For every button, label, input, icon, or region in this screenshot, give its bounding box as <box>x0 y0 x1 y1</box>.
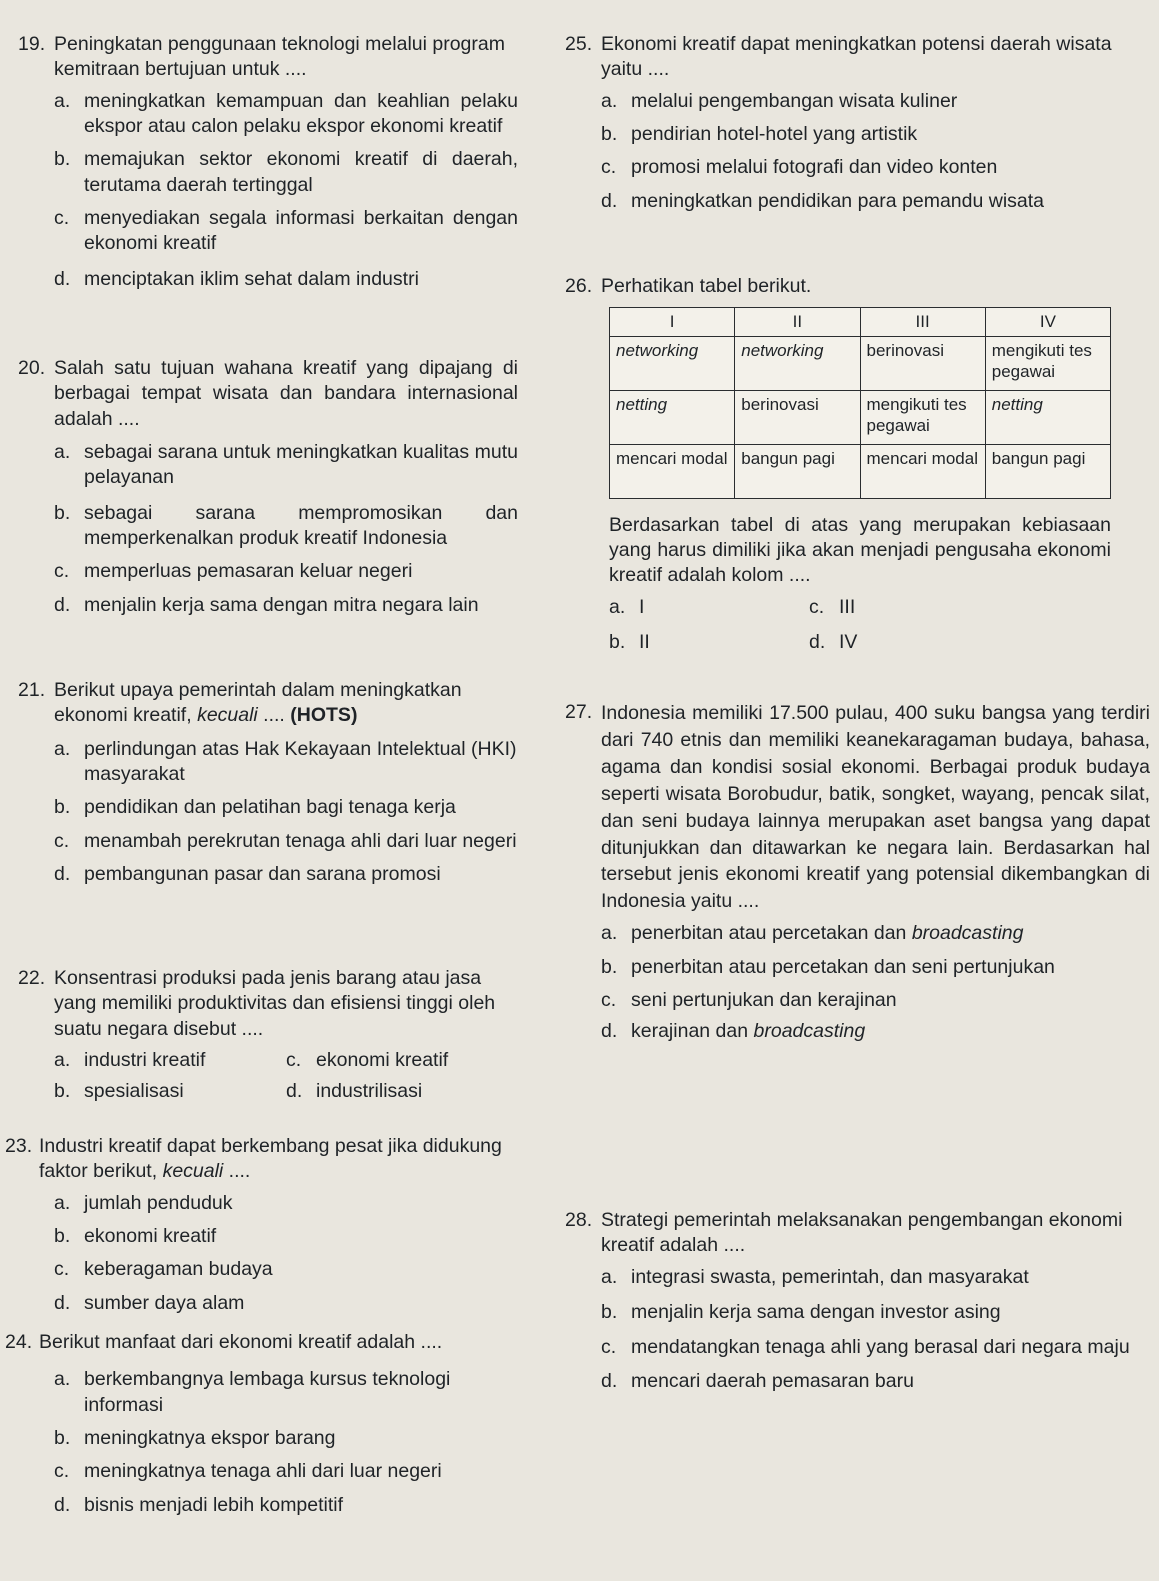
column-header-i: I <box>610 308 735 336</box>
option-b: b. menjalin kerja sama dengan investor asing <box>601 1301 1001 1324</box>
question-23 <box>5 1134 518 1316</box>
question-25 <box>565 32 1150 214</box>
option-c: c. seni pertunjukan dan kerajinan <box>601 988 897 1011</box>
option-d: d. industrilisasi <box>286 1080 423 1103</box>
table-cell: mencari modal <box>610 444 735 498</box>
option-b: b. ekonomi kreatif <box>54 1225 217 1248</box>
question-text: Salah satu tujuan wahana kreatif yang dipajang di berbagai tempat wisata dan bandara internasional adalah .... <box>54 357 518 430</box>
question-text: Konsentrasi produksi pada jenis barang atau jasa yang memiliki produktivitas dan efisiensi tinggi oleh suatu negara disebut .... <box>54 967 496 1040</box>
option-b: b. penerbitan atau percetakan dan seni pertunjukan <box>601 955 1055 978</box>
option-c: c. menyediakan segala informasi berkaitan dengan ekonomi kreatif <box>54 207 518 255</box>
question-text: Perhatikan tabel berikut. <box>601 275 812 297</box>
option-a: a. perlindungan atas Hak Kekayaan Intelektual (HKI) masyarakat <box>54 737 517 786</box>
question-number: 25. <box>565 33 593 55</box>
option-b: b. memajukan sektor ekonomi kreatif di daerah, terutama daerah tertinggal <box>54 148 518 196</box>
question-number: 22. <box>18 967 46 989</box>
question-number: 26. <box>565 275 593 297</box>
question-text: Ekonomi kreatif dapat meningkatkan potensi daerah wisata yaitu .... <box>601 33 1112 81</box>
column-header-iii: III <box>860 308 985 336</box>
question-21 <box>18 678 518 887</box>
question-text: Indonesia memiliki 17.500 pulau, 400 suku bangsa yang terdiri dari 740 etnis dan memiliki keanekaragaman budaya, bahasa, agama dan kondisi sosial ekonomi. Berbagai produk budaya seperti wisata Borobudur, batik, songket, wayang, pencak silat, dan seni budaya lainnya merupakan aset bangsa yang dapat ditunjukkan dan ditawarkan ke negara lain. Berdasarkan hal tersebut jenis ekonomi kreatif yang potensial dikembangkan di Indonesia yaitu .... <box>601 702 1150 913</box>
option-a: a. industri kreatif <box>54 1049 206 1072</box>
table-row <box>610 336 1111 390</box>
option-c: c. ekonomi kreatif <box>286 1049 449 1072</box>
option-a: a. I <box>609 595 645 618</box>
question-28 <box>565 1208 1150 1394</box>
option-b: b. sebagai sarana mempromosikan dan memperkenalkan produk kreatif Indonesia <box>54 501 518 550</box>
option-c: c. mendatangkan tenaga ahli yang berasal dari negara maju <box>601 1336 1130 1359</box>
option-d: d. sumber daya alam <box>54 1291 245 1314</box>
option-c: c. meningkatnya tenaga ahli dari luar negeri <box>54 1460 442 1483</box>
option-d: d. meningkatkan pendidikan para pemandu wisata <box>601 189 1045 212</box>
table-cell: berinovasi <box>860 336 985 390</box>
question-text: Strategi pemerintah melaksanakan pengembangan ekonomi kreatif adalah .... <box>601 1209 1123 1257</box>
table-cell: berinovasi <box>735 390 860 444</box>
question-number: 21. <box>18 679 46 701</box>
question-number: 19. <box>18 33 46 55</box>
table-cell: bangun pagi <box>735 444 860 498</box>
table-cell: netting <box>610 390 735 444</box>
option-c: c. III <box>809 595 856 618</box>
question-27 <box>565 700 1150 1045</box>
table-cell: mengikuti tes pegawai <box>860 390 985 444</box>
table-cell: mencari modal <box>860 444 985 498</box>
question-text: Berikut upaya pemerintah dalam meningkatkan ekonomi kreatif, kecuali .... (HOTS) <box>54 679 462 727</box>
habits-table <box>609 307 1111 498</box>
option-a: a. penerbitan atau percetakan dan broadcasting <box>601 922 1024 945</box>
option-b: b. meningkatnya ekspor barang <box>54 1427 336 1450</box>
question-24 <box>5 1330 518 1518</box>
option-d: d. kerajinan dan broadcasting <box>601 1020 866 1043</box>
question-19 <box>18 32 518 292</box>
option-c: c. keberagaman budaya <box>54 1258 273 1281</box>
option-b: b. pendirian hotel-hotel yang artistik <box>601 123 918 146</box>
question-22 <box>18 966 518 1105</box>
option-c: c. menambah perekrutan tenaga ahli dari luar negeri <box>54 829 517 852</box>
option-a: a. integrasi swasta, pemerintah, dan masyarakat <box>601 1265 1029 1288</box>
option-b: b. spesialisasi <box>54 1080 184 1103</box>
question-text: Peningkatan penggunaan teknologi melalui program kemitraan bertujuan untuk .... <box>54 33 505 81</box>
option-a: a. meningkatkan kemampuan dan keahlian pelaku ekspor atau calon pelaku ekspor ekonomi kreatif <box>54 89 518 138</box>
table-header-row <box>610 308 1111 336</box>
question-26 <box>565 274 1150 655</box>
column-header-ii: II <box>735 308 860 336</box>
question-number: 28. <box>565 1209 593 1231</box>
question-number: 24. <box>5 1331 33 1353</box>
option-d: d. mencari daerah pemasaran baru <box>601 1369 914 1392</box>
column-header-iv: IV <box>985 308 1110 336</box>
option-a: a. berkembangnya lembaga kursus teknologi informasi <box>54 1368 451 1416</box>
question-text: Industri kreatif dapat berkembang pesat jika didukung faktor berikut, kecuali .... <box>39 1135 502 1183</box>
option-b: b. pendidikan dan pelatihan bagi tenaga kerja <box>54 796 456 819</box>
question-20 <box>18 356 518 618</box>
question-number: 20. <box>18 357 46 379</box>
question-text: Berikut manfaat dari ekonomi kreatif adalah .... <box>39 1331 443 1353</box>
option-c: c. promosi melalui fotografi dan video konten <box>601 156 998 179</box>
table-row <box>610 444 1111 498</box>
table-cell: networking <box>735 336 860 390</box>
option-d: d. pembangunan pasar dan sarana promosi <box>54 863 441 886</box>
option-d: d. IV <box>809 630 858 653</box>
option-b: b. II <box>609 630 650 653</box>
table-cell: networking <box>610 336 735 390</box>
option-d: d. menjalin kerja sama dengan mitra negara lain <box>54 593 479 616</box>
option-d: d. menciptakan iklim sehat dalam industri <box>54 267 419 290</box>
table-cell: netting <box>985 390 1110 444</box>
option-c: c. memperluas pemasaran keluar negeri <box>54 560 413 583</box>
table-cell: mengikuti tes pegawai <box>985 336 1110 390</box>
table-row <box>610 390 1111 444</box>
question-number: 27. <box>565 701 593 723</box>
question-prompt: Berdasarkan tabel di atas yang merupakan kebiasaan yang harus dimiliki jika akan menjadi pengusaha ekonomi kreatif adalah kolom .... <box>609 513 1111 587</box>
question-number: 23. <box>5 1135 33 1157</box>
option-a: a. sebagai sarana untuk meningkatkan kualitas mutu pelayanan <box>54 441 518 489</box>
table-cell: bangun pagi <box>985 444 1110 498</box>
option-d: d. bisnis menjadi lebih kompetitif <box>54 1493 344 1516</box>
option-a: a. jumlah penduduk <box>54 1191 233 1214</box>
option-a: a. melalui pengembangan wisata kuliner <box>601 89 958 112</box>
